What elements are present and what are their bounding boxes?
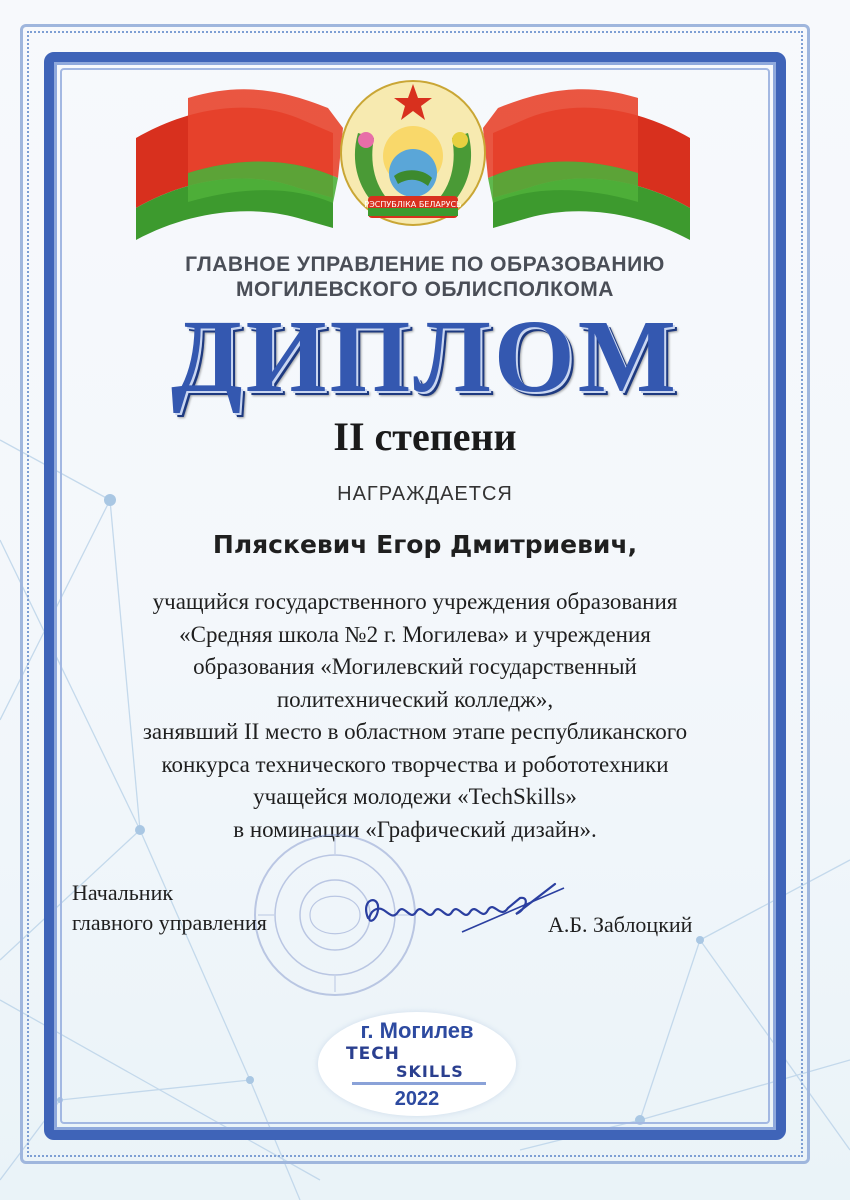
- organization-line-2: МОГИЛЕВСКОГО ОБЛИСПОЛКОМА: [236, 278, 614, 301]
- description-line: учащийся государственного учреждения образования: [152, 589, 678, 614]
- description-line: в номинации «Графический дизайн».: [233, 816, 597, 842]
- diploma-degree: II степени: [333, 414, 517, 459]
- description-line: «Средняя школа №2 г. Могилева» и учреждения: [179, 621, 651, 647]
- svg-text:РЭСПУБЛІКА БЕЛАРУСЬ: РЭСПУБЛІКА БЕЛАРУСЬ: [364, 200, 462, 209]
- techskills-logo: [318, 1012, 516, 1116]
- description-line: конкурса технического творчества и робототехники: [161, 751, 669, 777]
- handwritten-signature: [350, 880, 565, 940]
- logo-city: г. Могилев: [360, 1018, 474, 1043]
- logo-tech-text: TECH: [346, 1044, 400, 1064]
- description-text: [60, 586, 770, 846]
- signatory-title-line-2: главного управления: [72, 910, 267, 935]
- belarus-coat-of-arms-icon: [341, 81, 485, 225]
- description-line: занявший II место в областном этапе республиканского: [142, 719, 688, 744]
- signatory-title-line-1: Начальник: [72, 880, 174, 905]
- signatory-name: А.Б. Заблоцкий: [548, 912, 693, 937]
- description-line: политехнический колледж»,: [276, 686, 554, 712]
- logo-skills-text: SKILLS: [396, 1062, 464, 1081]
- belarus-flag-ribbon: [128, 78, 698, 243]
- logo-year: 2022: [394, 1088, 440, 1110]
- diploma-title: ДИПЛОМ: [171, 299, 679, 414]
- logo-divider: [352, 1082, 486, 1085]
- description-line: образования «Могилевский государственный: [193, 654, 637, 679]
- signatory-title: [72, 878, 267, 938]
- description-line: учащейся молодежи «TechSkills»: [253, 784, 577, 809]
- recipient-name: Пляскевич Егор Дмитриевич,: [212, 530, 638, 559]
- awarded-label: НАГРАЖДАЕТСЯ: [337, 483, 513, 505]
- organization-line-1: ГЛАВНОЕ УПРАВЛЕНИЕ ПО ОБРАЗОВАНИЮ: [185, 253, 665, 276]
